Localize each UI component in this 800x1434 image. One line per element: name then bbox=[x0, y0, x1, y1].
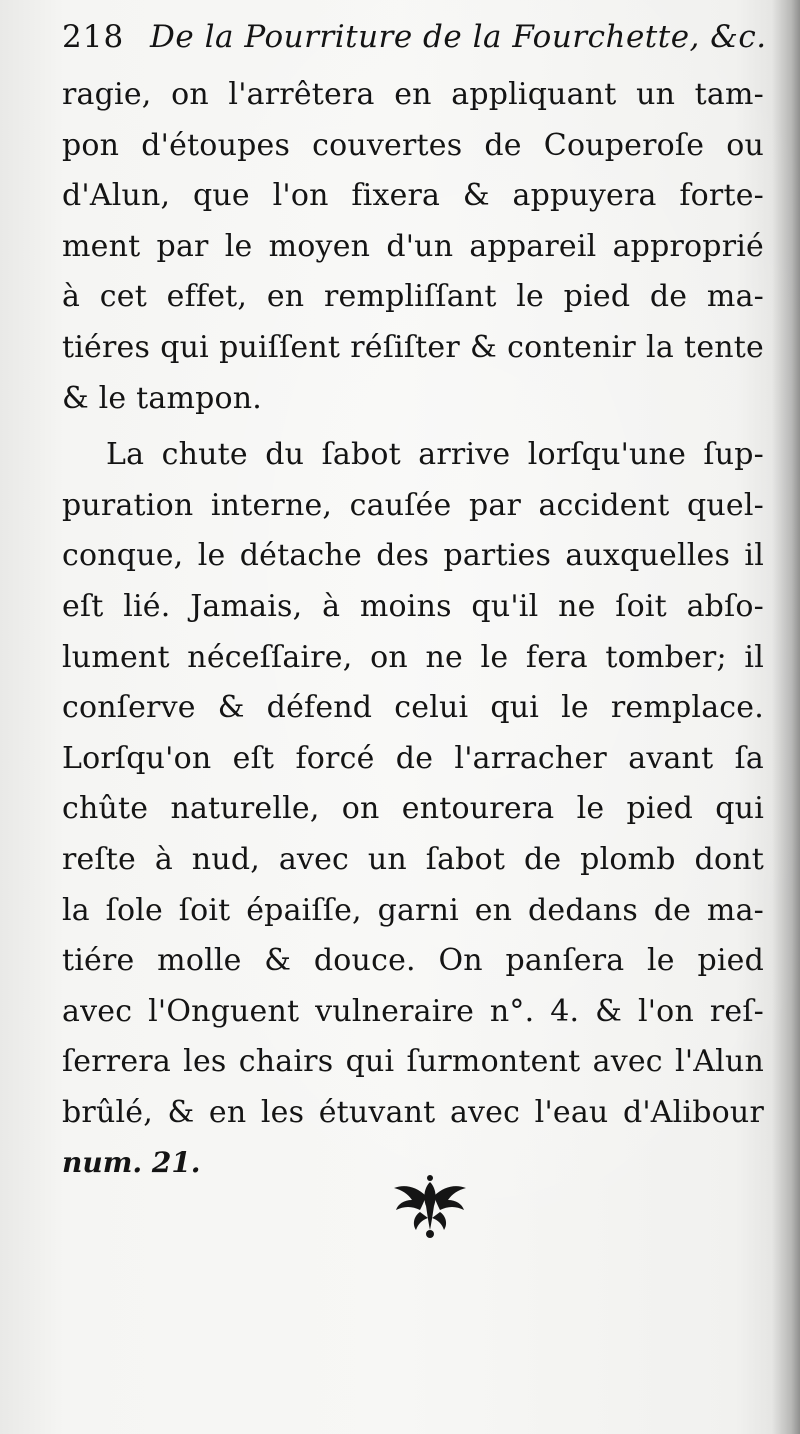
page-number: 218 bbox=[62, 19, 125, 55]
running-title: De la Pourriture de la Fourchette, &c. bbox=[150, 19, 767, 55]
page-header bbox=[62, 12, 767, 62]
text-line: pon d'étoupes couvertes de Couperoſe ou bbox=[62, 127, 764, 163]
body-text bbox=[62, 70, 764, 1189]
text-line: ment par le moyen d'un appareil approprié bbox=[62, 228, 764, 264]
page-edge-shadow bbox=[772, 0, 800, 1434]
text-line: brûlé, & en les étuvant avec l'eau d'Alibour bbox=[62, 1094, 764, 1130]
text-line: La chute du ſabot arrive lorſqu'une ſup- bbox=[106, 437, 764, 473]
text-line: d'Alun, que l'on fixera & appuyera forte- bbox=[62, 178, 764, 214]
text-line: eſt lié. Jamais, à moins qu'il ne ſoit abſo- bbox=[62, 588, 764, 624]
fleuron-ornament-icon bbox=[390, 1172, 470, 1242]
text-line: tiéres qui puiſſent réſiſter & contenir la tente bbox=[62, 329, 764, 365]
text-line: & le tampon. bbox=[62, 380, 263, 416]
text-line: la ſole ſoit épaiſſe, garni en dedans de ma- bbox=[62, 892, 764, 928]
text-line: ſerrera les chairs qui ſurmontent avec l'Alun bbox=[62, 1044, 764, 1080]
text-line: chûte naturelle, on entourera le pied qui bbox=[62, 791, 764, 827]
text-line: lument néceſſaire, on ne le fera tomber; il bbox=[62, 639, 764, 675]
text-line: à cet effet, en rempliſſant le pied de ma- bbox=[62, 279, 764, 315]
text-line: conque, le détache des parties auxquelles il bbox=[62, 538, 764, 574]
text-line: avec l'Onguent vulneraire n°. 4. & l'on reſ- bbox=[62, 993, 764, 1029]
text-line: conſerve & défend celui qui le remplace. bbox=[62, 690, 764, 726]
text-line: reſte à nud, avec un ſabot de plomb dont bbox=[62, 841, 764, 877]
reference-number: num. 21. bbox=[62, 1146, 201, 1180]
text-line: tiére molle & douce. On panſera le pied bbox=[62, 943, 764, 979]
text-line: Lorſqu'on eſt forcé de l'arracher avant ſa bbox=[62, 740, 764, 776]
text-line: ragie, on l'arrêtera en appliquant un tam- bbox=[62, 77, 764, 112]
text-line: puration interne, cauſée par accident quel- bbox=[62, 487, 764, 523]
